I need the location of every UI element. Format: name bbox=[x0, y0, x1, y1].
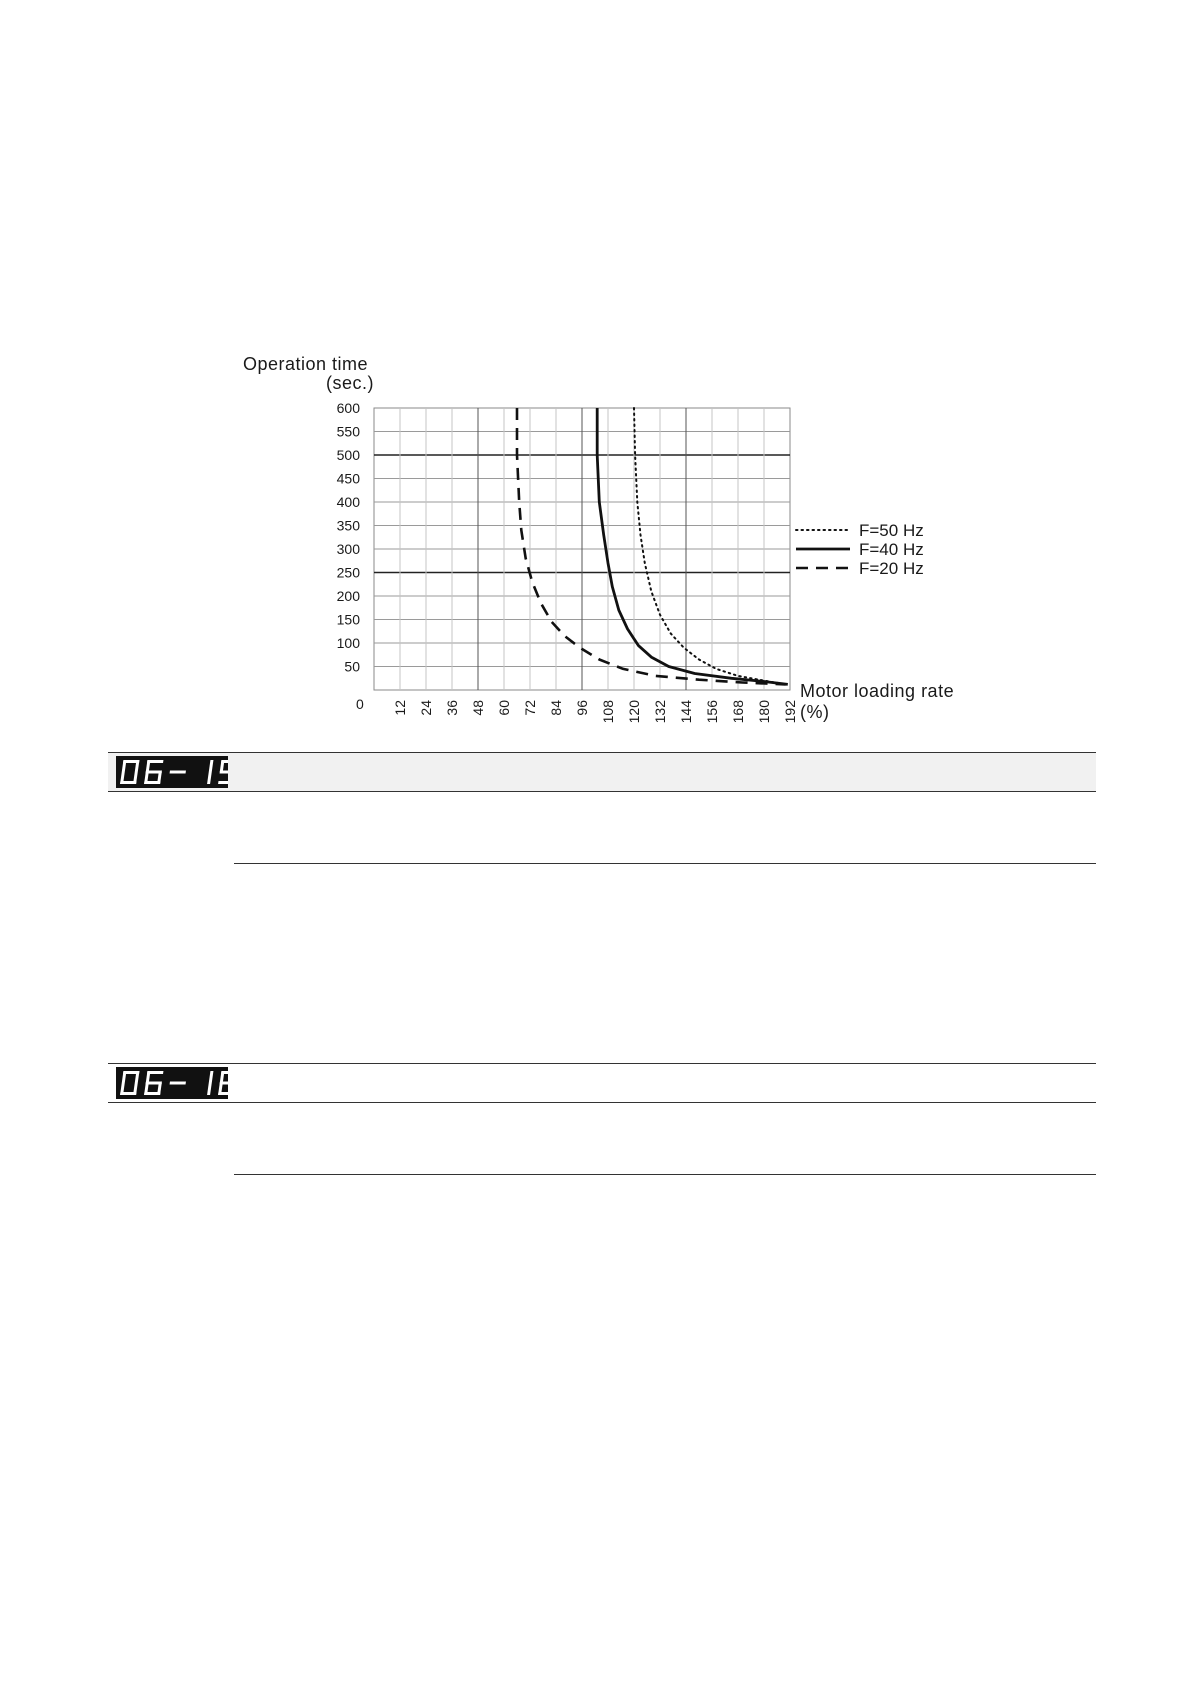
segment bbox=[218, 781, 228, 784]
chart-legend bbox=[796, 521, 924, 578]
segment bbox=[207, 1083, 212, 1095]
segment bbox=[146, 1071, 151, 1083]
x-tick-label: 192 bbox=[782, 700, 798, 724]
x-tick-label: 168 bbox=[730, 700, 746, 724]
y-tick-label: 200 bbox=[336, 588, 360, 604]
x-tick-label: 156 bbox=[704, 700, 720, 724]
segment bbox=[146, 760, 151, 772]
x-axis-label: Motor loading rate bbox=[800, 681, 955, 701]
x-tick-label: 12 bbox=[392, 700, 408, 716]
x-tick-label: 180 bbox=[756, 700, 772, 724]
y-tick-label: 150 bbox=[336, 611, 360, 628]
x-tick-label: 144 bbox=[678, 700, 694, 724]
parameter-body bbox=[108, 1103, 1096, 1175]
y-tick-label: 600 bbox=[336, 400, 360, 416]
x-axis-unit: (%) bbox=[800, 702, 830, 722]
x-tick-label: 108 bbox=[600, 700, 616, 724]
parameter-06-15 bbox=[108, 752, 1096, 864]
y-axis-unit: (sec.) bbox=[326, 373, 374, 393]
y-tick-label: 550 bbox=[336, 423, 360, 440]
y-tick-label: 500 bbox=[336, 447, 360, 463]
segment bbox=[122, 1071, 127, 1083]
x-tick-label: 84 bbox=[548, 700, 564, 716]
parameter-header bbox=[108, 752, 1096, 792]
chart-ticks bbox=[337, 400, 798, 723]
segment bbox=[170, 771, 186, 774]
x-tick-label: 132 bbox=[652, 700, 668, 724]
y-axis-label: Operation time bbox=[243, 354, 369, 374]
segment bbox=[157, 1083, 162, 1095]
y-tick-label: 400 bbox=[336, 494, 360, 510]
x-tick-label: 60 bbox=[496, 700, 512, 716]
legend-label: F=20 Hz bbox=[859, 559, 924, 578]
segment bbox=[220, 1071, 225, 1083]
x-tick-label: 72 bbox=[522, 700, 538, 716]
y-tick-label: 350 bbox=[336, 517, 360, 534]
divider bbox=[234, 863, 1096, 864]
parameter-code-display bbox=[116, 756, 228, 788]
x-tick-label: 120 bbox=[626, 700, 642, 724]
x-tick-label: 48 bbox=[470, 700, 486, 716]
motor-overload-chart bbox=[0, 0, 1190, 760]
parameter-header bbox=[108, 1063, 1096, 1103]
y-tick-label: 50 bbox=[344, 658, 360, 675]
y-tick-label: 250 bbox=[336, 564, 360, 581]
segment bbox=[157, 772, 162, 784]
parameter-code-display bbox=[116, 1067, 228, 1099]
x-tick-label: 36 bbox=[444, 700, 460, 716]
x-origin-label: 0 bbox=[356, 696, 364, 712]
parameter-body bbox=[108, 792, 1096, 864]
x-tick-label: 24 bbox=[418, 700, 434, 716]
segment bbox=[220, 760, 225, 772]
parameter-06-16 bbox=[108, 1063, 1096, 1175]
divider bbox=[234, 1174, 1096, 1175]
segment bbox=[218, 1092, 228, 1095]
segment bbox=[207, 772, 212, 784]
segment bbox=[170, 1082, 186, 1085]
y-tick-label: 300 bbox=[336, 541, 360, 557]
segment bbox=[209, 1071, 214, 1083]
legend-label: F=40 Hz bbox=[859, 540, 924, 559]
x-tick-label: 96 bbox=[574, 700, 590, 716]
segment bbox=[122, 760, 127, 772]
y-tick-label: 450 bbox=[336, 470, 360, 487]
segment bbox=[209, 760, 214, 772]
y-tick-label: 100 bbox=[336, 635, 360, 651]
segment bbox=[220, 771, 228, 774]
legend-label: F=50 Hz bbox=[859, 521, 924, 540]
